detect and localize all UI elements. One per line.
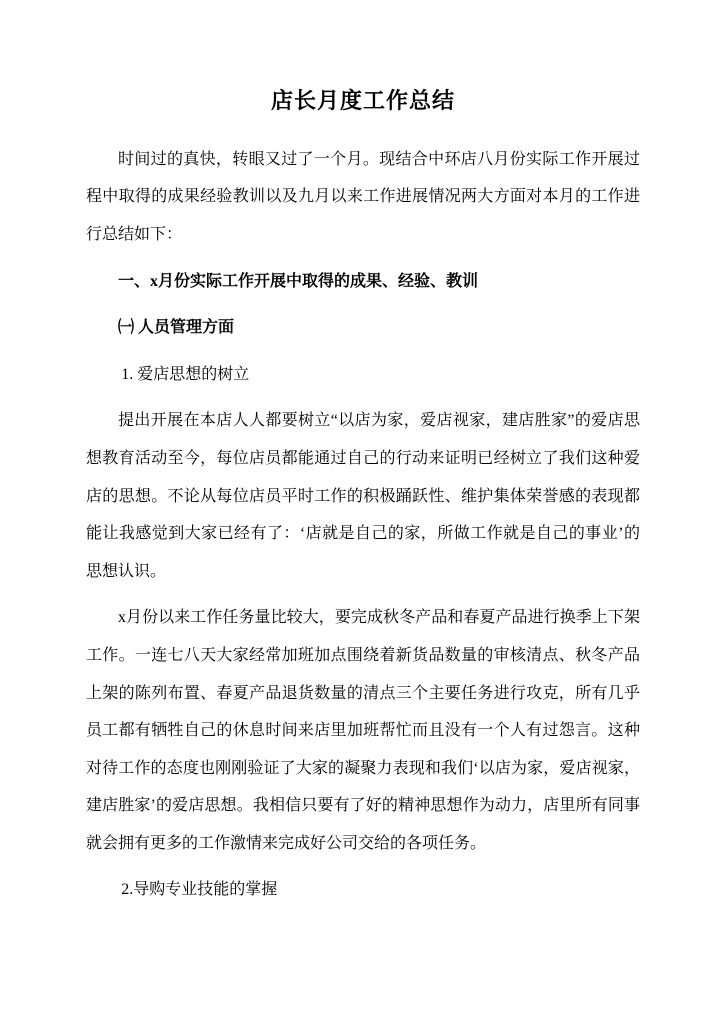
intro-paragraph: 时间过的真快，转眼又过了一个月。现结合中环店八月份实际工作开展过程中取得的成果经验教训以及九月以来工作进展情况两大方面对本月的工作进行总结如下：: [86, 150, 640, 243]
body-paragraph-2: x月份以来工作任务量比较大，要完成秋冬产品和春夏产品进行换季上下架工作。一连七八天大家经常加班加点围绕着新货品数量的审核清点、秋冬产品上架的陈列布置、春夏产品退货数量的清点三个主要任务进行攻克，所有几乎员工都有牺牲自己的休息时间来店里加班帮忙而且没有一个人有过怨言。这种对待工作的态度也刚刚验证了大家的凝聚力表现和我们‘以店为家，爱店视家，建店胜家’的爱店思想。我相信只要有了好的精神思想作为动力，店里所有同事就会拥有更多的工作激情来完成好公司交给的各项任务。: [86, 609, 640, 852]
document-title: 店长月度工作总结: [270, 88, 455, 113]
subsection-heading-1: ㈠ 人员管理方面: [118, 319, 235, 337]
list-item-heading-1: 1. 爱店思想的树立: [121, 365, 250, 383]
list-item-heading-2: 2.导购专业技能的掌握: [121, 881, 278, 899]
body-paragraph-1: 提出开展在本店人人都要树立“以店为家，爱店视家，建店胜家”的爱店思想教育活动至今，每位店员都能通过自己的行动来证明已经树立了我们这种爱店的思想。不论从每位店员平时工作的积极踊跃性、维护集体荣誉感的表现都能让我感觉到大家已经有了：‘店就是自己的家，所做工作就是自己的事业’的思想认识。: [86, 412, 640, 580]
section-heading-1: 一、x月份实际工作开展中取得的成果、经验、教训: [118, 272, 479, 290]
